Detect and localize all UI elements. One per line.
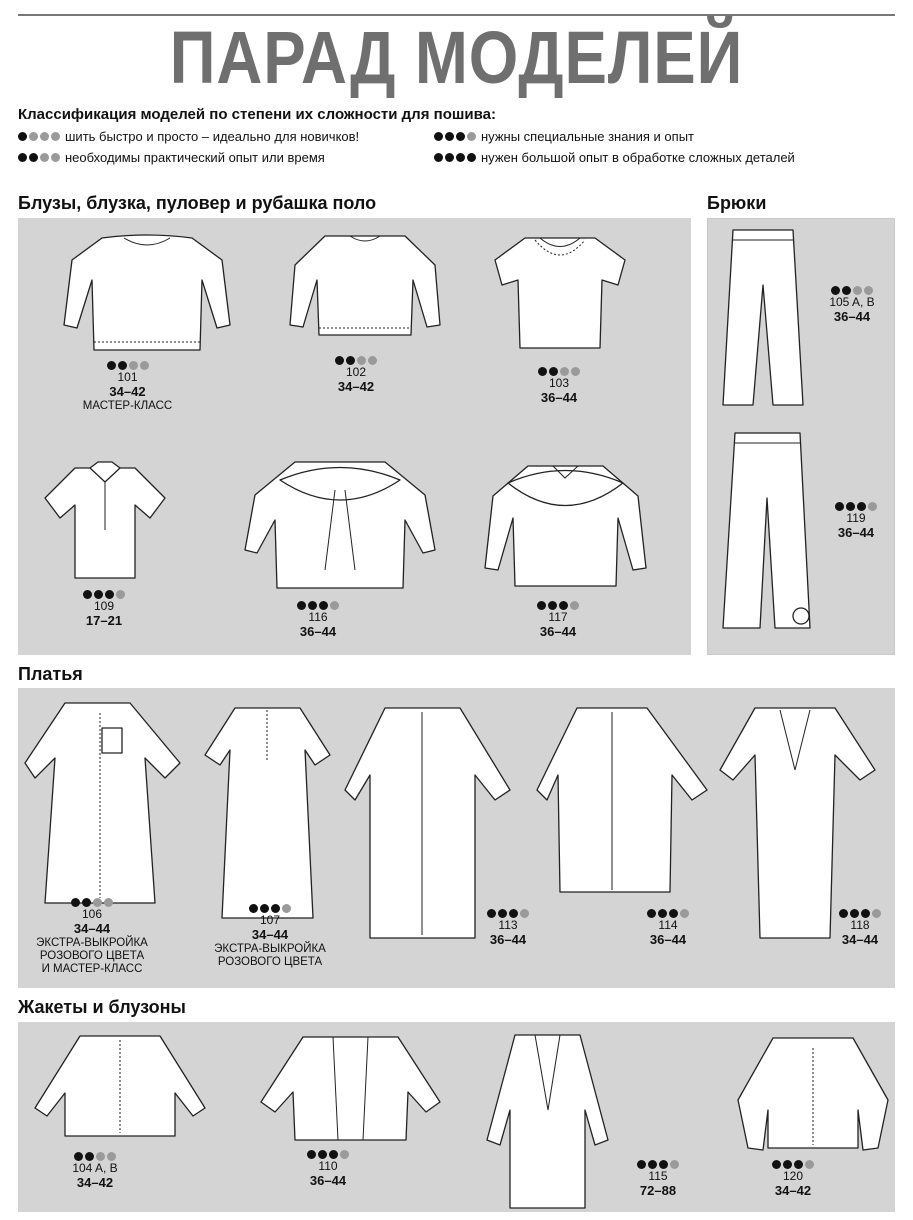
- difficulty-dots: [615, 1160, 701, 1169]
- sketch-109: [40, 460, 170, 580]
- model-110: [285, 1150, 371, 1189]
- difficulty-dots: [818, 909, 902, 918]
- difficulty-dots: [626, 909, 710, 918]
- model-number: 107: [259, 913, 281, 927]
- model-117: [502, 601, 614, 640]
- model-101: [65, 361, 190, 413]
- model-note: ЭКСТРА-ВЫКРОЙКА: [36, 936, 148, 949]
- difficulty-dots: [810, 286, 894, 295]
- model-number: 103: [548, 376, 570, 390]
- sketch-115: [480, 1030, 615, 1215]
- section-title-jackets: Жакеты и блузоны: [18, 997, 186, 1017]
- size-range: 34–42: [337, 378, 375, 394]
- model-104: [52, 1152, 138, 1191]
- model-102: [300, 356, 412, 395]
- legend-level-3: [434, 129, 694, 144]
- section-title-blouses: Блузы, блузка, пуловер и рубашка поло: [18, 193, 377, 213]
- model-number: 102: [345, 365, 367, 379]
- model-103: [503, 367, 615, 406]
- difficulty-dots: [285, 1150, 371, 1159]
- model-120: [750, 1160, 836, 1199]
- size-range: 36–44: [489, 931, 527, 947]
- sketch-104: [25, 1028, 215, 1143]
- difficulty-dots: [48, 590, 160, 599]
- section-title-dresses: Платья: [18, 664, 83, 684]
- legend-level-2: [18, 150, 325, 165]
- model-116: [262, 601, 374, 640]
- model-note: РОЗОВОГО ЦВЕТА: [217, 955, 323, 968]
- model-number: 119: [846, 511, 866, 525]
- sketch-110: [258, 1032, 443, 1147]
- difficulty-dots: [300, 356, 412, 365]
- size-range: 34–42: [774, 1182, 812, 1198]
- size-range: 34–44: [841, 931, 879, 947]
- model-109: [48, 590, 160, 629]
- size-range: 34–42: [109, 383, 146, 399]
- difficulty-dots: [750, 1160, 836, 1169]
- sketch-102: [285, 230, 445, 345]
- difficulty-dots: [434, 153, 476, 162]
- page-title: ПАРАД МОДЕЛЕЙ: [169, 16, 744, 99]
- model-106: [18, 898, 166, 976]
- sketch-106: [20, 698, 195, 913]
- model-note: И МАСТЕР-КЛАСС: [41, 963, 143, 976]
- model-number: 116: [308, 610, 328, 624]
- model-number: 104 A, B: [72, 1161, 118, 1175]
- legend-level-text: необходимы практический опыт или время: [65, 150, 325, 165]
- size-range: 36–44: [649, 931, 687, 947]
- model-114: [626, 909, 710, 948]
- difficulty-dots: [466, 909, 550, 918]
- model-107: [196, 904, 344, 969]
- difficulty-dots: [503, 367, 615, 376]
- legend-level-text: шить быстро и просто – идеально для новичков!: [65, 129, 360, 144]
- size-range: 34–44: [73, 920, 111, 936]
- model-number: 115: [648, 1169, 668, 1183]
- difficulty-dots: [502, 601, 614, 610]
- legend-heading: Классификация моделей по степени их сложности для пошива:: [18, 106, 496, 123]
- model-number: 105 A, B: [829, 295, 875, 309]
- difficulty-dots: [818, 502, 894, 511]
- difficulty-dots: [18, 153, 60, 162]
- model-number: 106: [81, 907, 103, 921]
- legend-level-4: [434, 150, 795, 165]
- legend-level-text: нужен большой опыт в обработке сложных деталей: [481, 150, 795, 165]
- sketch-103: [490, 230, 630, 350]
- difficulty-dots: [196, 904, 344, 913]
- model-number: 110: [318, 1159, 338, 1173]
- legend-level-text: нужны специальные знания и опыт: [481, 129, 694, 144]
- model-113: [466, 909, 550, 948]
- size-range: 17–21: [85, 612, 123, 628]
- sketch-120: [733, 1030, 893, 1155]
- size-range: 72–88: [639, 1182, 677, 1198]
- model-number: 113: [498, 918, 518, 932]
- sketch-114: [532, 700, 712, 900]
- size-range: 36–44: [540, 389, 578, 405]
- model-115: [615, 1160, 701, 1199]
- sketch-105: [718, 225, 808, 410]
- model-number: 114: [658, 918, 678, 932]
- model-105: [810, 286, 894, 325]
- sketch-107: [195, 700, 345, 925]
- size-range: 36–44: [299, 623, 337, 639]
- difficulty-dots: [434, 132, 476, 141]
- size-range: 34–42: [76, 1174, 114, 1190]
- difficulty-dots: [18, 898, 166, 907]
- model-number: 109: [93, 599, 115, 613]
- size-range: 36–44: [837, 524, 875, 540]
- section-title-trousers: Брюки: [707, 193, 767, 213]
- model-number: 101: [117, 370, 138, 384]
- model-note: ЭКСТРА-ВЫКРОЙКА: [214, 942, 326, 955]
- model-number: 120: [782, 1169, 804, 1183]
- difficulty-dots: [52, 1152, 138, 1161]
- model-119: [818, 502, 894, 541]
- sketch-119: [715, 428, 820, 638]
- model-number: 118: [850, 918, 870, 932]
- model-118: [818, 909, 902, 948]
- sketch-117: [478, 458, 653, 593]
- legend-level-1: [18, 129, 359, 144]
- model-note: РОЗОВОГО ЦВЕТА: [39, 949, 145, 962]
- difficulty-dots: [65, 361, 190, 370]
- size-range: 36–44: [539, 623, 577, 639]
- size-range: 36–44: [833, 308, 871, 324]
- model-number: 117: [548, 610, 568, 624]
- sketch-101: [52, 230, 242, 360]
- difficulty-dots: [18, 132, 60, 141]
- size-range: 36–44: [309, 1172, 347, 1188]
- size-range: 34–44: [251, 926, 289, 942]
- difficulty-dots: [262, 601, 374, 610]
- sketch-116: [235, 450, 445, 595]
- model-note: МАСТЕР-КЛАСС: [82, 399, 173, 412]
